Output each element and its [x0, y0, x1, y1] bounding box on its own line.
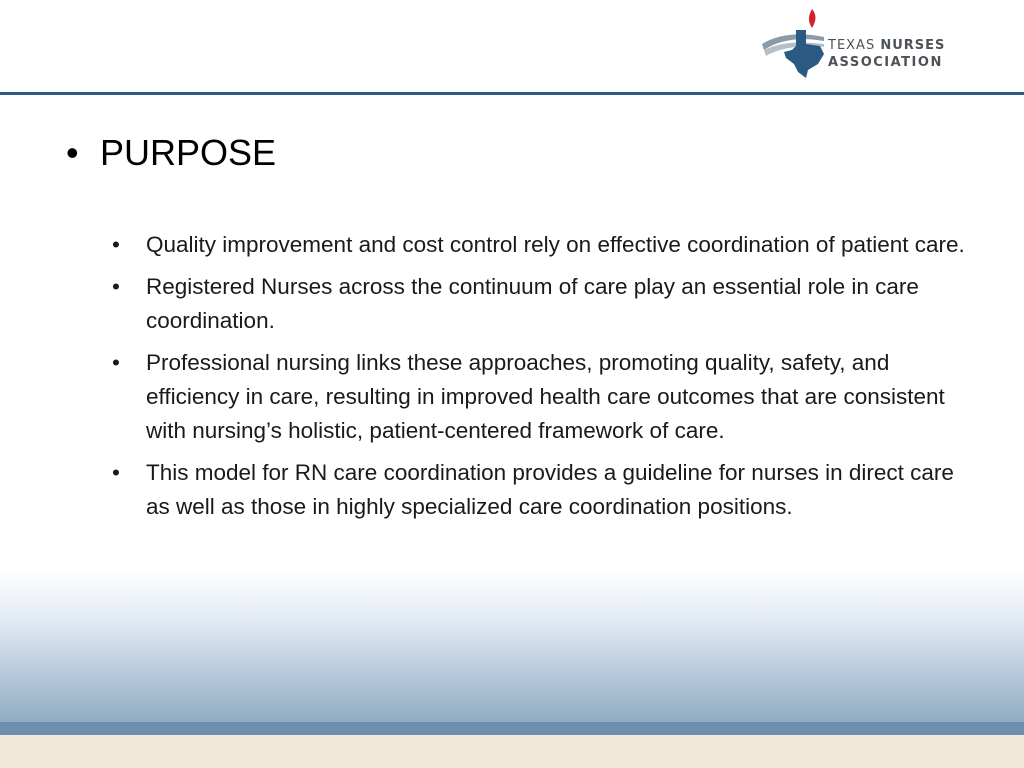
bullet-icon: •	[112, 350, 120, 375]
list-item-text: Professional nursing links these approaches, promoting quality, safety, and efficiency in care, resulting in improved health care outcomes that are consistent with nursing’s holistic, patient-centered framework of care.	[146, 350, 945, 443]
header-rule	[0, 92, 1024, 95]
list-item-text: This model for RN care coordination provides a guideline for nurses in direct care as well as those in highly specialized care coordination positions.	[146, 460, 954, 519]
logo-emblem-icon	[760, 6, 830, 82]
list-item	[112, 346, 982, 448]
bullet-icon: •	[112, 460, 120, 485]
logo-text-association: ASSOCIATION	[828, 55, 943, 70]
logo-text-texas: TEXAS	[828, 38, 881, 53]
bullet-icon: •	[112, 274, 120, 299]
list-item	[112, 456, 982, 524]
logo-text	[828, 37, 945, 71]
list-item	[112, 228, 982, 262]
footer-band	[0, 735, 1024, 768]
heading-text: PURPOSE	[100, 132, 277, 173]
list-item-text: Quality improvement and cost control rely on effective coordination of patient care.	[146, 232, 965, 257]
logo-text-nurses: NURSES	[880, 38, 946, 53]
bullet-icon: •	[112, 232, 120, 257]
bottom-band	[0, 722, 1024, 735]
heading-purpose	[66, 128, 276, 178]
flame-icon	[809, 9, 816, 28]
texas-nurses-association-logo	[760, 6, 990, 82]
list-item	[112, 270, 982, 338]
list-item-text: Registered Nurses across the continuum of care play an essential role in care coordination.	[146, 274, 919, 333]
background-gradient	[0, 570, 1024, 725]
purpose-points-list	[112, 228, 982, 532]
bullet-icon: •	[66, 132, 79, 173]
